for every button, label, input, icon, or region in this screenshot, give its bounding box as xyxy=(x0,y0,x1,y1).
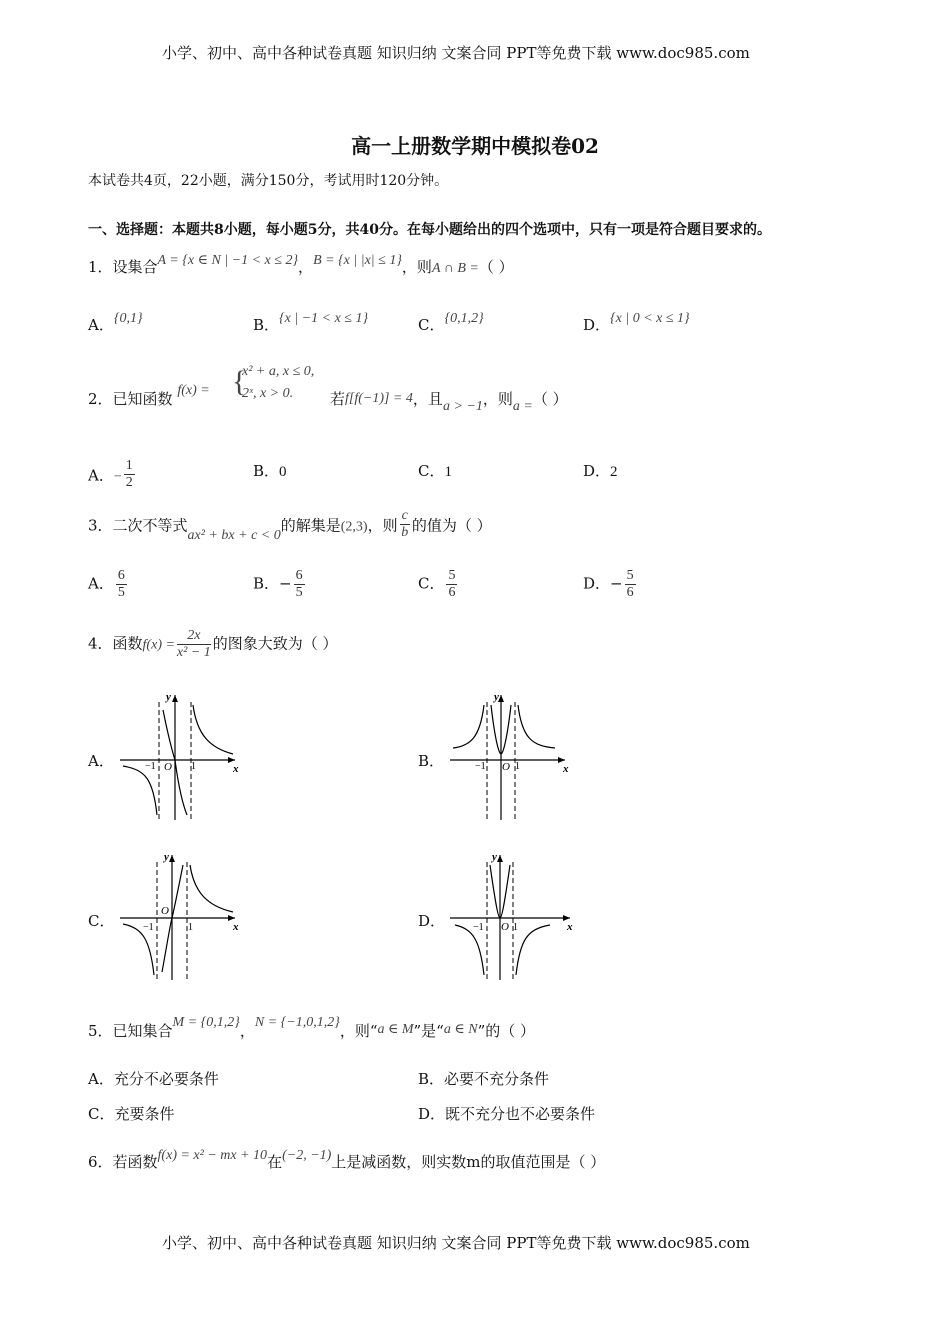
q1-tail: ，则 xyxy=(401,258,432,276)
q3-option-d[interactable]: D．− $\frac{5}{6}$ xyxy=(583,568,634,600)
graph-d-x-label: x xyxy=(567,921,573,933)
q3-option-c[interactable]: C． $\frac{5}{6}$ xyxy=(418,568,456,600)
question-1 xyxy=(88,253,514,277)
q2-option-b[interactable]: B．0 xyxy=(253,462,287,480)
question-5: 5．已知集合M = {0,1,2}，N = {−1,0,1,2}，则“a ∈ M”是“a ∈ N”的（ ） xyxy=(88,1015,535,1040)
exam-intro: 本试卷共4页，22小题，满分150分，考试用时120分钟。 xyxy=(88,173,449,189)
q1-set-a: A = {x ∈ N | −1 < x ≤ 2} xyxy=(157,253,299,268)
section-heading: 一、选择题：本题共8小题，每小题5分，共40分。在每小题给出的四个选项中，只有一项是符合题目要求的。 xyxy=(88,222,771,238)
q2-condition: 若f[f(−1)] = 4，且a > −1，则a =（ ） xyxy=(330,390,568,414)
graph-b-neg1: −1 xyxy=(475,761,486,772)
q5-option-c[interactable]: C．充要条件 xyxy=(88,1105,175,1123)
graph-c-y-label: y xyxy=(164,851,169,863)
q3-option-a[interactable]: A． $\frac{6}{5}$ xyxy=(88,568,125,600)
graph-d-origin: O xyxy=(501,921,509,933)
q5-option-a[interactable]: A．充分不必要条件 xyxy=(88,1070,219,1088)
q5-option-d[interactable]: D．既不充分也不必要条件 xyxy=(418,1105,596,1123)
page-header: 小学、初中、高中各种试卷真题 知识归纳 文案合同 PPT等免费下载 www.doc985.com xyxy=(162,44,750,62)
q1-set-b: B = {x | |x| ≤ 1} xyxy=(313,253,402,268)
graph-c-neg1: −1 xyxy=(143,922,154,933)
page-title: 高一上册数学期中模拟卷02 xyxy=(351,134,599,158)
graph-d-y-label: y xyxy=(492,851,497,863)
graph-d-pos1: 1 xyxy=(513,922,518,933)
graph-c-x-label: x xyxy=(233,921,239,933)
q1-paren: （ ） xyxy=(478,258,514,276)
q2-func: f(x) = xyxy=(177,383,210,398)
graph-b-origin: O xyxy=(502,761,510,773)
q1-option-c[interactable]: C．{0,1,2} xyxy=(418,311,484,334)
q4-option-b[interactable]: B． xyxy=(418,752,445,770)
q2-option-d[interactable]: D．2 xyxy=(583,462,618,480)
question-3: 3．二次不等式ax² + bx + c < 0的解集是(2,3)，则 $\frac{c}{b}$ 的值为（ ） xyxy=(88,508,492,543)
graph-b-pos1: 1 xyxy=(515,761,520,772)
graph-a-y-label: y xyxy=(166,691,171,703)
graph-c-origin: O xyxy=(161,905,169,917)
question-2 xyxy=(88,383,210,409)
graph-option-b xyxy=(445,690,575,825)
q2-lead: 2．已知函数 xyxy=(88,390,173,408)
q1-option-b[interactable]: B．{x | −1 < x ≤ 1} xyxy=(253,311,369,334)
q2-option-a[interactable]: A．− $\frac{1}{2}$ xyxy=(88,458,133,490)
graph-option-a xyxy=(115,690,245,825)
q1-option-a[interactable]: A．{0,1} xyxy=(88,311,143,334)
page-footer: 小学、初中、高中各种试卷真题 知识归纳 文案合同 PPT等免费下载 www.doc985.com xyxy=(162,1234,750,1252)
q2-option-c[interactable]: C．1 xyxy=(418,462,452,480)
q4-option-c[interactable]: C． xyxy=(88,912,115,930)
question-6: 6．若函数f(x) = x² − mx + 10在(−2, −1)上是减函数，则实数m的取值范围是（ ） xyxy=(88,1148,606,1171)
graph-b-x-label: x xyxy=(563,763,569,775)
graph-a-neg1: −1 xyxy=(145,761,156,772)
q1-comma: ， xyxy=(298,258,314,276)
q5-option-b[interactable]: B．必要不充分条件 xyxy=(418,1070,550,1088)
graph-d-neg1: −1 xyxy=(473,922,484,933)
q1-lead: 1．设集合 xyxy=(88,258,158,276)
q1-option-d[interactable]: D．{x | 0 < x ≤ 1} xyxy=(583,311,690,334)
graph-a-x-label: x xyxy=(233,763,239,775)
graph-option-d xyxy=(445,850,580,985)
graph-a-origin: O xyxy=(164,761,172,773)
graph-a-pos1: 1 xyxy=(191,761,196,772)
q3-option-b[interactable]: B．− $\frac{6}{5}$ xyxy=(253,568,303,600)
q4-option-a[interactable]: A． xyxy=(88,752,114,770)
graph-c-pos1: 1 xyxy=(188,922,193,933)
graph-b-y-label: y xyxy=(494,691,499,703)
graph-option-c xyxy=(115,850,245,985)
question-4: 4．函数f(x) = $\frac{2x}{\text{x² − 1}}$ 的图象大致为（ ） xyxy=(88,628,338,660)
q1-expr: A ∩ B = xyxy=(431,261,479,276)
q4-option-d[interactable]: D． xyxy=(418,912,446,930)
